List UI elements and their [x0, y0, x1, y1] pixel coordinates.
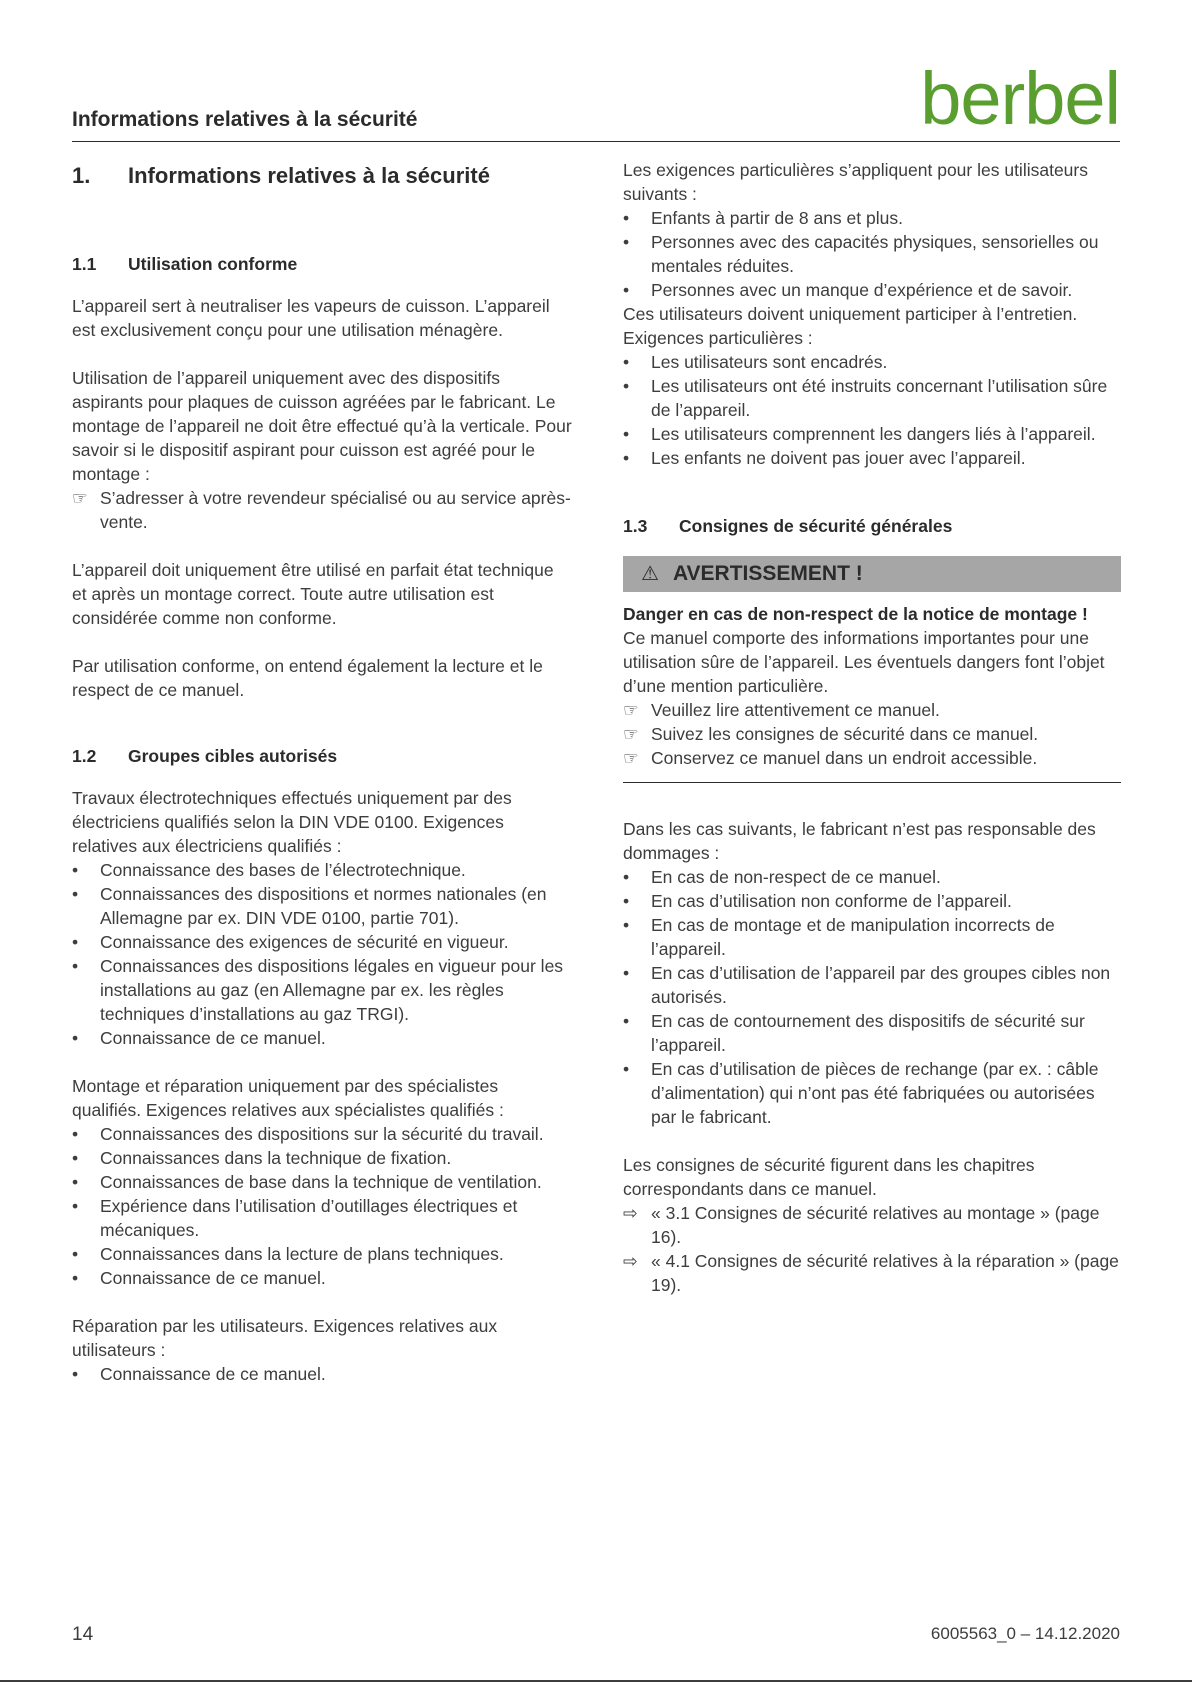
bullet-list — [72, 1362, 572, 1386]
list-item: • Connaissance des bases de l’électrotechnique. — [72, 860, 466, 880]
paragraph: Les consignes de sécurité figurent dans les chapitres correspondants dans ce manuel. — [623, 1155, 1035, 1199]
subsection-heading-1-1: 1.1 Utilisation conforme — [72, 254, 298, 274]
paragraph: Exigences particulières : — [623, 328, 813, 348]
warning-text: Ce manuel comporte des informations importantes pour une utilisation sûre de l’appareil. Les éventuels dangers font l’objet d’une mention particulière. — [623, 628, 1105, 696]
bullet-icon: • — [623, 280, 630, 300]
subsection-heading-1-2: 1.2 Groupes cibles autorisés — [72, 746, 338, 766]
paragraph: Ces utilisateurs doivent uniquement participer à l’entretien. — [623, 304, 1078, 324]
bullet-icon: • — [623, 448, 630, 468]
paragraph: Les exigences particulières s’appliquent pour les utilisateurs suivants : — [623, 160, 1088, 204]
list-item: • Personnes avec des capacités physiques, sensorielles ou mentales réduites. — [623, 232, 1099, 276]
list-item: • En cas de contournement des dispositifs de sécurité sur l’appareil. — [623, 1011, 1085, 1055]
list-item: • En cas de montage et de manipulation incorrects de l’appareil. — [623, 915, 1055, 959]
list-item: • Les utilisateurs comprennent les dangers liés à l’appareil. — [623, 424, 1096, 444]
page-number: 14 — [72, 1624, 94, 1645]
bullet-icon: • — [623, 208, 630, 228]
list-item: • Les utilisateurs ont été instruits concernant l’utilisation sûre de l’appareil. — [623, 376, 1108, 420]
section-heading: 1. Informations relatives à la sécurité — [72, 163, 490, 188]
paragraph: Utilisation de l’appareil uniquement avec des dispositifs aspirants pour plaques de cuisson agréées par le fabricant. Le montage de l’appareil ne doit être effectué qu’à la verticale. Pour savoir si le dispositif aspirant pour cuisson est agréé pour le montage : — [72, 368, 572, 484]
bullet-icon: • — [72, 932, 79, 952]
list-item: • Les enfants ne doivent pas jouer avec l’appareil. — [623, 448, 1026, 468]
reference-item[interactable]: ⇨ « 3.1 Consignes de sécurité relatives au montage » (page 16). — [623, 1203, 1100, 1247]
list-item: • Connaissance de ce manuel. — [72, 1028, 326, 1048]
header-divider — [72, 141, 1120, 142]
action-item: ☞ Suivez les consignes de sécurité dans ce manuel. — [623, 724, 1039, 744]
list-item: • Connaissance de ce manuel. — [72, 1268, 326, 1288]
list-item: • Connaissance des exigences de sécurité en vigueur. — [72, 932, 509, 952]
left-column — [72, 158, 572, 1386]
warning-heading: Danger en cas de non-respect de la notice de montage ! — [623, 604, 1088, 624]
bullet-icon: • — [623, 1011, 630, 1031]
reference-list — [623, 1201, 1121, 1297]
document-id: 6005563_0 – 14.12.2020 — [930, 1624, 1120, 1643]
bullet-icon: • — [72, 1172, 79, 1192]
paragraph: Réparation par les utilisateurs. Exigences relatives aux utilisateurs : — [72, 1316, 498, 1360]
list-item: • Enfants à partir de 8 ans et plus. — [623, 208, 903, 228]
paragraph: L’appareil sert à neutraliser les vapeurs de cuisson. L’appareil est exclusivement conçu pour une utilisation ménagère. — [72, 296, 550, 340]
bullet-list — [623, 350, 1121, 470]
bullet-icon: • — [623, 963, 630, 983]
list-item: • En cas d’utilisation non conforme de l’appareil. — [623, 891, 1012, 911]
action-item: ☞ Veuillez lire attentivement ce manuel. — [623, 700, 940, 720]
bullet-icon: • — [72, 884, 79, 904]
action-item: ☞ Conservez ce manuel dans un endroit accessible. — [623, 748, 1038, 768]
paragraph: Travaux électrotechniques effectués uniquement par des électriciens qualifiés selon la DIN VDE 0100. Exigences relatives aux électriciens qualifiés : — [72, 788, 512, 856]
bullet-icon: • — [72, 1148, 79, 1168]
bullet-icon: • — [72, 1124, 79, 1144]
paragraph: Par utilisation conforme, on entend également la lecture et le respect de ce manuel. — [72, 656, 543, 700]
bullet-icon: • — [72, 1244, 79, 1264]
list-item: • En cas de non-respect de ce manuel. — [623, 867, 941, 887]
bullet-icon: • — [623, 1059, 630, 1079]
berbel-logo — [875, 62, 1120, 137]
list-item: • Connaissances des dispositions légales en vigueur pour les installations au gaz (en Allemagne par ex. les règles techniques d’installations au gaz TRGI). — [72, 956, 564, 1024]
bullet-icon: • — [623, 867, 630, 887]
bullet-list — [623, 865, 1121, 1129]
hand-pointer-icon: ☞ — [623, 748, 639, 768]
bullet-icon: • — [623, 376, 630, 396]
paragraph: Montage et réparation uniquement par des spécialistes qualifiés. Exigences relatives aux spécialistes qualifiés : — [72, 1076, 504, 1120]
warning-action-list — [623, 698, 1121, 770]
bullet-icon: • — [623, 352, 630, 372]
arrow-right-icon: ⇨ — [623, 1251, 638, 1271]
bullet-icon: • — [623, 424, 630, 444]
page-header-title: Informations relatives à la sécurité — [72, 108, 418, 131]
hand-pointer-icon: ☞ — [72, 488, 88, 508]
right-column — [623, 158, 1121, 1297]
list-item: • Connaissances des dispositions sur la sécurité du travail. — [72, 1124, 544, 1144]
list-item: • Les utilisateurs sont encadrés. — [623, 352, 888, 372]
bullet-icon: • — [72, 956, 79, 976]
bullet-list — [72, 858, 572, 1050]
bullet-icon: • — [72, 1196, 79, 1216]
bullet-icon: • — [72, 1364, 79, 1384]
list-item: • Expérience dans l’utilisation d’outillages électriques et mécaniques. — [72, 1196, 518, 1240]
list-item: • Connaissances dans la lecture de plans techniques. — [72, 1244, 504, 1264]
bullet-icon: • — [623, 232, 630, 252]
bullet-icon: • — [72, 1268, 79, 1288]
list-item: • Personnes avec un manque d’expérience et de savoir. — [623, 280, 1073, 300]
list-item: • Connaissances des dispositions et normes nationales (en Allemagne par ex. DIN VDE 0100, partie 701). — [72, 884, 547, 928]
list-item: • Connaissances dans la technique de fixation. — [72, 1148, 452, 1168]
subsection-heading-1-3: 1.3 Consignes de sécurité générales — [623, 516, 953, 536]
hand-pointer-icon: ☞ — [623, 724, 639, 744]
action-item: ☞ S’adresser à votre revendeur spécialisé ou au service après-vente. — [72, 488, 571, 532]
bullet-list — [72, 1122, 572, 1290]
warning-divider — [623, 782, 1121, 783]
warning-triangle-icon: ⚠ — [641, 563, 659, 585]
hand-pointer-icon: ☞ — [623, 700, 639, 720]
list-item: • En cas d’utilisation de l’appareil par des groupes cibles non autorisés. — [623, 963, 1111, 1007]
reference-item[interactable]: ⇨ « 4.1 Consignes de sécurité relatives à la réparation » (page 19). — [623, 1251, 1119, 1295]
bottom-divider — [0, 1680, 1192, 1682]
list-item: • En cas d’utilisation de pièces de rechange (par ex. : câble d’alimentation) qui n’ont pas été fabriquées ou autorisées par le fabricant. — [623, 1059, 1099, 1127]
bullet-list — [623, 206, 1121, 302]
arrow-right-icon: ⇨ — [623, 1203, 638, 1223]
bullet-icon: • — [72, 1028, 79, 1048]
bullet-icon: • — [623, 891, 630, 911]
bullet-icon: • — [623, 915, 630, 935]
list-item: • Connaissance de ce manuel. — [72, 1364, 326, 1384]
paragraph: Dans les cas suivants, le fabricant n’est pas responsable des dommages : — [623, 819, 1096, 863]
warning-banner: ⚠ AVERTISSEMENT ! — [623, 556, 1121, 592]
svg-text:berbel: berbel — [920, 62, 1120, 137]
paragraph: L’appareil doit uniquement être utilisé en parfait état technique et après un montage correct. Toute autre utilisation est considérée comme non conforme. — [72, 560, 554, 628]
bullet-icon: • — [72, 860, 79, 880]
list-item: • Connaissances de base dans la technique de ventilation. — [72, 1172, 542, 1192]
action-list — [72, 486, 572, 534]
